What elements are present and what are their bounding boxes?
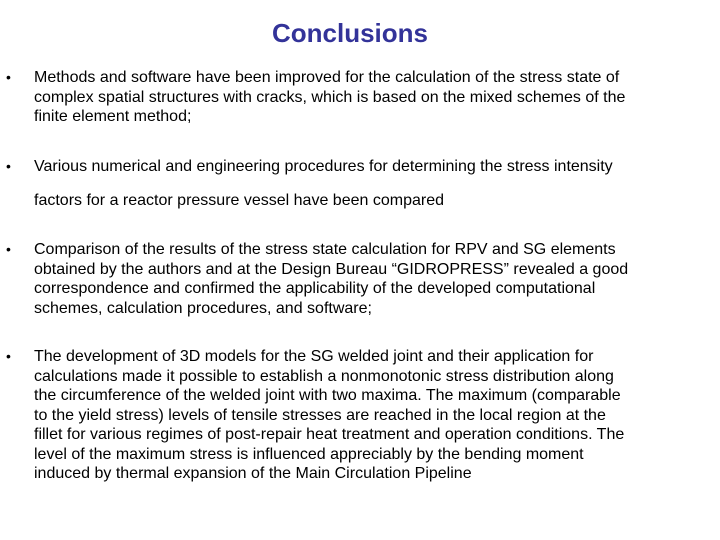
bullet-line: finite element method;	[34, 108, 192, 125]
bullet-line: Various numerical and engineering procedures for determining the stress intensity	[34, 158, 613, 175]
bullet-line: to the yield stress) levels of tensile stresses are reached in the local region at the	[34, 406, 606, 424]
bullet-line: factors for a reactor pressure vessel have been compared	[34, 191, 444, 209]
bullet-line: fillet for various regimes of post-repair heat treatment and operation conditions. The	[34, 426, 625, 443]
bullet-line: schemes, calculation procedures, and software;	[34, 299, 372, 317]
bullet-marker: •	[6, 69, 11, 85]
bullet-line: Methods and software have been improved for the calculation of the stress state of	[34, 69, 620, 86]
bullet-marker: •	[6, 158, 11, 174]
bullet-text	[34, 157, 706, 210]
bullet-line: complex spatial structures with cracks, which is based on the mixed schemes of the	[34, 88, 626, 106]
bullet-line: The development of 3D models for the SG welded joint and their application for	[34, 348, 594, 365]
bullet-text	[34, 240, 706, 318]
bullet-line: correspondence and confirmed the applicability of the developed computational	[34, 280, 596, 297]
bullet-text	[34, 347, 706, 484]
bullet-line: level of the maximum stress is influenced appreciably by the bending moment	[34, 445, 584, 463]
bullet-marker: •	[6, 348, 11, 364]
slide-title: Conclusions	[271, 18, 428, 48]
bullet-text	[34, 68, 706, 127]
bullet-line: obtained by the authors and at the Design Bureau “GIDROPRESS” revealed a good	[34, 260, 629, 278]
bullet-marker: •	[6, 241, 11, 257]
bullet-line: calculations made it possible to establish a nonmonotonic stress distribution along	[34, 367, 614, 385]
bullet-line: Comparison of the results of the stress state calculation for RPV and SG elements	[34, 241, 616, 258]
bullet-line: induced by thermal expansion of the Main Circulation Pipeline	[34, 465, 472, 482]
bullet-line: the circumference of the welded joint with two maxima. The maximum (comparable	[34, 387, 621, 404]
